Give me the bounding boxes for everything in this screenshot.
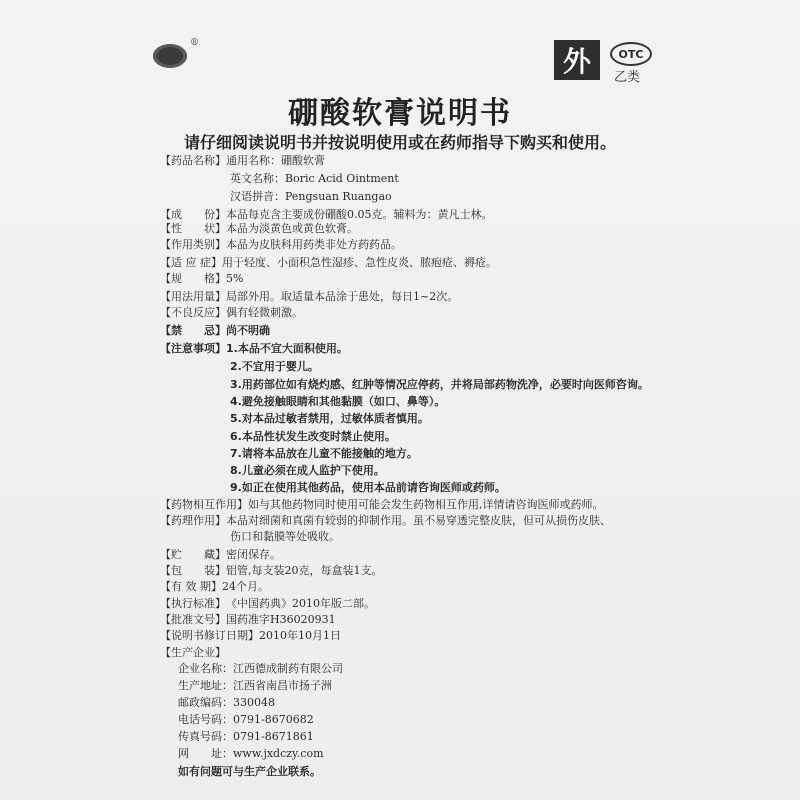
indications-value: 用于轻度、小面积急性湿疹、急性皮炎、脓疱疮、褥疮。 bbox=[222, 256, 497, 269]
contra-row bbox=[160, 324, 270, 338]
usage-row bbox=[160, 290, 458, 304]
pharmacology-row bbox=[160, 514, 611, 528]
storage-label: 【贮 藏】 bbox=[160, 548, 226, 561]
revision-row bbox=[160, 629, 341, 643]
category-value: 本品为皮肤科用药类非处方药药品。 bbox=[226, 238, 402, 251]
standard-row bbox=[160, 597, 375, 611]
precautions-label: 【注意事项】 bbox=[160, 342, 226, 355]
interactions-row bbox=[160, 498, 604, 512]
spec-label: 【规 格】 bbox=[160, 272, 226, 285]
company-website[interactable]: 网 址：www.jxdczy.com bbox=[178, 747, 324, 760]
pinyin-name: 汉语拼音：Pengsuan Ruangao bbox=[230, 190, 392, 203]
usage-value: 局部外用。取适量本品涂于患处，每日1~2次。 bbox=[226, 290, 459, 303]
page-title: 硼酸软膏说明书 bbox=[288, 96, 512, 131]
spec-value: 5% bbox=[226, 272, 244, 285]
footer-note: 如有问题可与生产企业联系。 bbox=[178, 765, 321, 778]
ingredients-value: 本品每克含主要成份硼酸0.05克。辅料为：黄凡士林。 bbox=[226, 208, 493, 221]
ingredients-row bbox=[160, 208, 493, 222]
usage-label: 【用法用量】 bbox=[160, 290, 226, 303]
validity-value: 24个月。 bbox=[222, 580, 269, 593]
ingredients-label: 【成 份】 bbox=[160, 208, 226, 221]
approval-value: 国药准字H36020931 bbox=[226, 613, 336, 626]
otc-badge: OTC bbox=[610, 42, 652, 66]
standard-value: 《中国药典》2010年版二部。 bbox=[226, 597, 375, 610]
company-fax: 传真号码：0791-8671861 bbox=[178, 730, 314, 743]
validity-row bbox=[160, 580, 269, 594]
interactions-label: 【药物相互作用】 bbox=[160, 498, 248, 511]
adverse-label: 【不良反应】 bbox=[160, 306, 226, 319]
precaution-item: 7.请将本品放在儿童不能接触的地方。 bbox=[230, 447, 418, 460]
precaution-item: 1.本品不宜大面积使用。 bbox=[226, 342, 348, 355]
spec-row bbox=[160, 272, 243, 286]
precaution-item: 8.儿童必须在成人监护下使用。 bbox=[230, 464, 385, 477]
precaution-item: 5.对本品过敏者禁用，过敏体质者慎用。 bbox=[230, 412, 429, 425]
precaution-item: 3.用药部位如有烧灼感、红肿等情况应停药，并将局部药物洗净，必要时向医师咨询。 bbox=[230, 378, 649, 391]
pharmacology-label: 【药理作用】 bbox=[160, 514, 226, 527]
page-subtitle: 请仔细阅读说明书并按说明使用或在药师指导下购买和使用。 bbox=[183, 133, 616, 152]
appearance-row bbox=[160, 222, 358, 236]
generic-name: 通用名称：硼酸软膏 bbox=[226, 154, 325, 167]
storage-row bbox=[160, 548, 281, 562]
manufacturer-label: 【生产企业】 bbox=[160, 646, 226, 659]
indications-label: 【适 应 症】 bbox=[160, 256, 222, 269]
external-use-badge: 外 bbox=[554, 40, 600, 80]
storage-value: 密闭保存。 bbox=[226, 548, 281, 561]
package-row bbox=[160, 564, 383, 578]
category-row bbox=[160, 238, 402, 252]
english-name: 英文名称：Boric Acid Ointment bbox=[230, 172, 399, 185]
category-label: 【作用类别】 bbox=[160, 238, 226, 251]
indications-row bbox=[160, 256, 497, 270]
registered-mark: ® bbox=[190, 38, 199, 48]
revision-label: 【说明书修订日期】 bbox=[160, 629, 259, 642]
company-name: 企业名称：江西德成制药有限公司 bbox=[178, 662, 343, 675]
precaution-item: 2.不宜用于婴儿。 bbox=[230, 360, 319, 373]
approval-label: 【批准文号】 bbox=[160, 613, 226, 626]
otc-class-label: 乙类 bbox=[614, 70, 641, 85]
precautions-row bbox=[160, 342, 348, 356]
adverse-value: 偶有轻微刺激。 bbox=[226, 306, 303, 319]
appearance-label: 【性 状】 bbox=[160, 222, 226, 235]
precaution-item: 6.本品性状发生改变时禁止使用。 bbox=[230, 430, 396, 443]
company-logo bbox=[150, 42, 190, 70]
appearance-value: 本品为淡黄色或黄色软膏。 bbox=[226, 222, 358, 235]
company-address: 生产地址：江西省南昌市扬子洲 bbox=[178, 679, 332, 692]
package-label: 【包 装】 bbox=[160, 564, 226, 577]
standard-label: 【执行标准】 bbox=[160, 597, 226, 610]
pharmacology-value-cont: 伤口和黏膜等处吸收。 bbox=[230, 530, 340, 543]
manufacturer-row bbox=[160, 646, 226, 660]
contra-label: 【禁 忌】 bbox=[160, 324, 226, 337]
revision-value: 2010年10月1日 bbox=[259, 629, 341, 642]
drug-name-row bbox=[160, 154, 325, 168]
company-phone: 电话号码：0791-8670682 bbox=[178, 713, 314, 726]
adverse-row bbox=[160, 306, 303, 320]
drug-name-label: 【药品名称】 bbox=[160, 154, 226, 167]
contra-value: 尚不明确 bbox=[226, 324, 270, 337]
package-value: 铝管,每支装20克，每盒装1支。 bbox=[226, 564, 383, 577]
interactions-value: 如与其他药物同时使用可能会发生药物相互作用,详情请咨询医师或药师。 bbox=[248, 498, 604, 511]
company-postcode: 邮政编码：330048 bbox=[178, 696, 275, 709]
precaution-item: 9.如正在使用其他药品，使用本品前请咨询医师或药师。 bbox=[230, 481, 506, 494]
precaution-item: 4.避免接触眼睛和其他黏膜（如口、鼻等）。 bbox=[230, 395, 446, 408]
approval-row bbox=[160, 613, 336, 627]
pharmacology-value: 本品对细菌和真菌有较弱的抑制作用。虽不易穿透完整皮肤，但可从损伤皮肤、 bbox=[226, 514, 611, 527]
validity-label: 【有 效 期】 bbox=[160, 580, 222, 593]
